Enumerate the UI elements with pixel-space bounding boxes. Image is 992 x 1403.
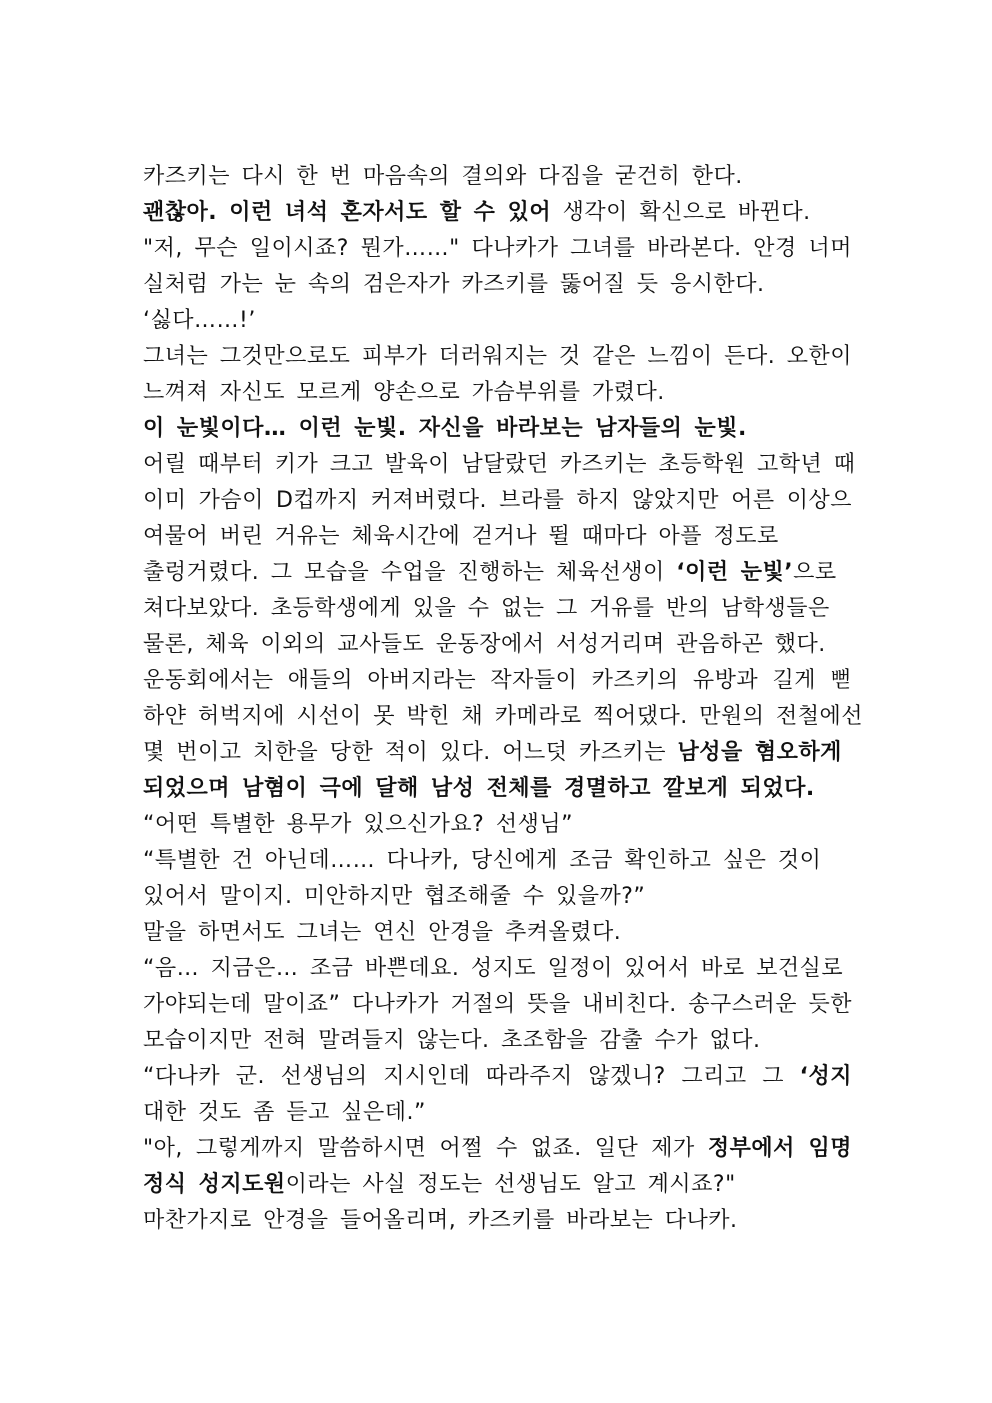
text: 말을 하면서도 그녀는 연신 안경을 추켜올렸다.	[143, 920, 622, 945]
text: 있어서 말이지. 미안하지만 협조해줄 수 있을까?”	[143, 884, 646, 909]
text: 쳐다보았다. 초등학생에게 있을 수 없는 그 거유를 반의 남학생들은	[143, 596, 830, 621]
text-line	[143, 664, 852, 700]
text-line	[143, 556, 852, 592]
text-line	[143, 448, 856, 484]
text-line	[143, 412, 852, 448]
text: ‘싫다……!’	[143, 308, 256, 333]
text: 그녀는 그것만으로도 피부가 더러워지는 것 같은 느낌이 든다. 오한이	[143, 344, 852, 369]
text-line	[143, 304, 852, 340]
bold-text: 되었으며 남혐이 극에 달해 남성 전체를 경멸하고 깔보게 되었다.	[143, 776, 815, 801]
text: “특별한 건 아닌데…… 다나카, 당신에게 조금 확인하고 싶은 것이	[143, 848, 822, 873]
bold-text: 괜찮아. 이런 녀석 혼자서도 할 수 있어	[143, 200, 552, 225]
text-line	[143, 340, 852, 376]
text: 실처럼 가는 눈 속의 검은자가 카즈키를 뚫어질 듯 응시한다.	[143, 272, 765, 297]
bold-text: 남성을 혐오하게	[677, 740, 842, 765]
text: 으로	[793, 560, 837, 585]
text: “음… 지금은… 조금 바쁜데요. 성지도 일정이 있어서 바로 보건실로	[143, 956, 844, 981]
text-line	[143, 880, 852, 916]
text-line	[143, 520, 852, 556]
bold-text: ‘이런 눈빛’	[676, 560, 794, 585]
text-line	[143, 376, 852, 412]
text-line	[143, 988, 852, 1024]
text-line	[143, 844, 852, 880]
text: 운동회에서는 애들의 아버지라는 작자들이 카즈키의 유방과 길게 뻗	[143, 668, 852, 693]
text: 대한 것도 좀 듣고 싶은데.”	[143, 1100, 426, 1125]
text-line	[143, 736, 852, 772]
bold-text: 정부에서 임명	[707, 1136, 852, 1161]
text-line	[143, 916, 852, 952]
text-line	[143, 1060, 852, 1096]
text-line	[143, 196, 852, 232]
text-line	[143, 232, 852, 268]
text: 물론, 체육 이외의 교사들도 운동장에서 서성거리며 관음하곤 했다.	[143, 632, 826, 657]
text: “어떤 특별한 용무가 있으신가요? 선생님”	[143, 812, 573, 837]
bold-text: ‘성지	[799, 1064, 852, 1089]
text: 가야되는데 말이죠” 다나카가 거절의 뜻을 내비친다. 송구스러운 듯한	[143, 992, 852, 1017]
text-line	[143, 628, 852, 664]
text: 하얀 허벅지에 시선이 못 박힌 채 카메라로 찍어댔다. 만원의 전철에선	[143, 704, 863, 729]
text: 모습이지만 전혀 말려들지 않는다. 초조함을 감출 수가 없다.	[143, 1028, 761, 1053]
text-line	[143, 772, 852, 808]
text-line	[143, 952, 852, 988]
text-line	[143, 1204, 852, 1240]
text-line	[143, 700, 863, 736]
bold-text: 이 눈빛이다… 이런 눈빛. 자신을 바라보는 남자들의 눈빛.	[143, 416, 747, 441]
text-line	[143, 1168, 852, 1204]
text: 이미 가슴이 D컵까지 커져버렸다. 브라를 하지 않았지만 어른 이상으	[143, 488, 852, 513]
text: “다나카 군. 선생님의 지시인데 따라주지 않겠니? 그리고 그	[143, 1064, 800, 1089]
text-line	[143, 1132, 852, 1168]
text: 카즈키는 다시 한 번 마음속의 결의와 다짐을 굳건히 한다.	[143, 164, 743, 189]
text: 여물어 버린 거유는 체육시간에 걷거나 뛸 때마다 아플 정도로	[143, 524, 779, 549]
document-body	[143, 160, 863, 1240]
bold-text: 정식 성지도원	[143, 1172, 286, 1197]
text-line	[143, 1096, 852, 1132]
text: 어릴 때부터 키가 크고 발육이 남달랐던 카즈키는 초등학원 고학년 때	[143, 452, 856, 477]
text: 느껴져 자신도 모르게 양손으로 가슴부위를 가렸다.	[143, 380, 665, 405]
text-line	[143, 484, 852, 520]
text: 몇 번이고 치한을 당한 적이 있다. 어느덧 카즈키는	[143, 740, 678, 765]
text: "아, 그렇게까지 말씀하시면 어쩔 수 없죠. 일단 제가	[143, 1136, 708, 1161]
text-line	[143, 808, 852, 844]
text-line	[143, 160, 852, 196]
text-line	[143, 1024, 852, 1060]
text: "저, 무슨 일이시죠? 뭔가……" 다나카가 그녀를 바라본다. 안경 너머	[143, 236, 852, 261]
text-line	[143, 268, 852, 304]
text-line	[143, 592, 852, 628]
text: 생각이 확신으로 바뀐다.	[551, 200, 811, 225]
text: 출렁거렸다. 그 모습을 수업을 진행하는 체육선생이	[143, 560, 677, 585]
text: 마찬가지로 안경을 들어올리며, 카즈키를 바라보는 다나카.	[143, 1208, 738, 1233]
text: 이라는 사실 정도는 선생님도 알고 계시죠?"	[285, 1172, 736, 1197]
